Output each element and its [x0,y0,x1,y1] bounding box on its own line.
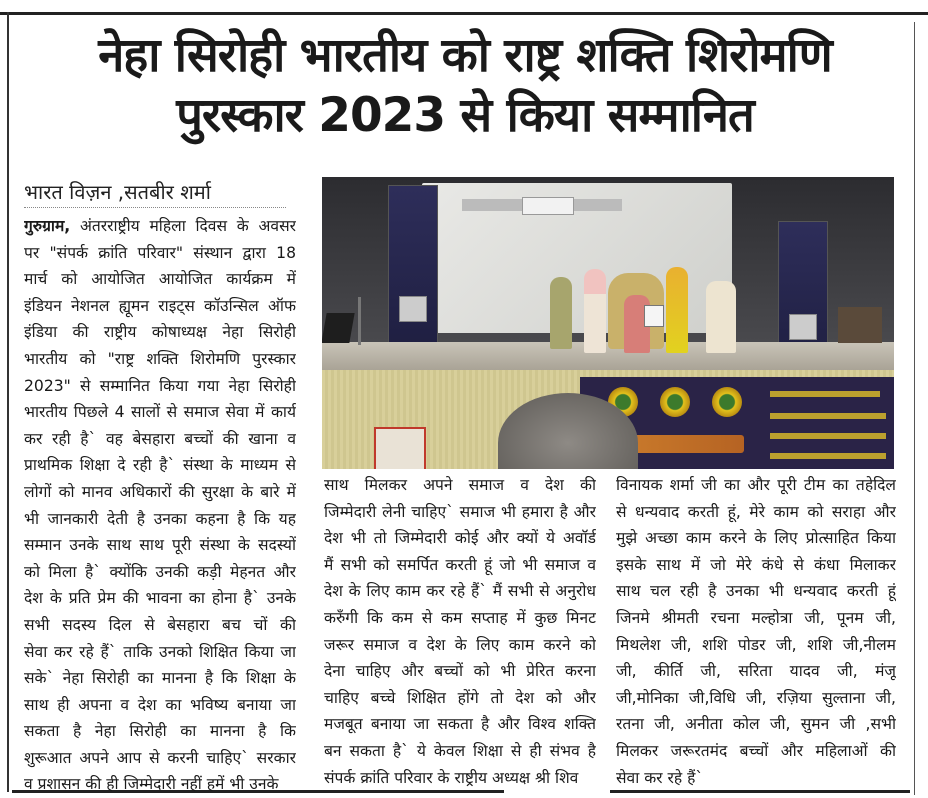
article-line: मिथलेश जी, शशि पोडर जी, शशि जी,नीलम [616,635,896,654]
article-line: देना चाहिए और बच्चों को भी प्रेरित करना [324,662,596,681]
article-line: 2023" से सम्मानित किया गया नेहा सिरोही [24,376,296,395]
banner-text-line [770,433,886,439]
speaker [322,313,355,343]
mic-stand [358,297,361,345]
headline-line-1: नेहा सिरोही भारतीय को राष्ट्र शक्ति शिरोमणि [98,28,832,83]
article-line: भी जानकारी देती है उनका कहना है कि यह [24,509,296,528]
article-line: सेवा कर रहे हैं` ताकि उनको शिक्षित किया जा [24,642,296,661]
person-saree-cream [706,281,736,353]
banner-text-line [770,391,880,397]
event-photo [322,177,894,469]
article-line: साथ मिलकर अपने समाज व देश की [324,476,596,494]
trophy-table [838,307,882,343]
article-line: संपर्क क्रांति परिवार के राष्ट्रीय अध्यक्ष श्री शिव [324,768,579,787]
article-line: कर रही है` वह बेसहारा बच्चों की खाना व [24,429,296,448]
article-line: देश के प्रति प्रेम की भावना का होना है` उनके [24,589,296,608]
article-line: देश के लिए काम कर रहे हैं` मैं सभी से अनुरोध [324,582,596,601]
article-line: जी, कीर्ति जी, सरिता यादव जी, मंजू [616,662,896,681]
person-uniform [550,277,572,349]
banner-text-line [770,453,886,459]
article-line: शुरूआत अपने आप से करनी चाहिए` सरकार [24,748,296,767]
dateline: गुरुग्राम, [24,217,71,235]
article-line: साथ ही अपना व देश का भविष्य बनाया जा [24,695,296,714]
article-column-3 [616,472,896,791]
headline-line-2: पुरस्कार 2023 से किया सम्मानित [176,88,754,143]
top-rule [0,12,928,15]
article-line [24,213,296,240]
article-line: देश भी तो जिम्मेदारी कोई और क्यों ये अवॉर्ड [324,529,596,548]
person-saree-white [584,269,606,353]
right-column-rule [914,22,915,795]
article-line: इंडिया की राष्ट्रीय कोषाध्यक्ष नेहा सिरोही [24,323,296,342]
article-line: को मिला है` क्योंकि उनकी कड़ी मेहनत और [24,562,296,581]
article-line: जिम्मेदारी लेनी चाहिए` समाज भी हमारा है और [324,502,596,521]
left-column-rule [7,12,9,792]
banner-text-line [770,413,886,419]
article-line: विनायक शर्मा जी का और पूरी टीम का तहेदिल [616,476,896,494]
article-line: सेवा कर रहे हैं` [616,768,704,787]
article-line: मैं सभी को समर्पित करती हूं जो भी समाज व [324,555,596,574]
article-line: सभी सदस्य दिल से बेसहारा बच चों की [24,615,296,634]
article-line: सके` नेहा सिरोही का मानना है कि शिक्षा के [24,669,296,688]
article-line-text: अंतरराष्ट्रीय महिला दिवस के अवसर [70,217,296,235]
standee-left [388,185,438,357]
article-line: रतना जी, अनीता कोल जी, सुमन जी ,सभी [616,715,896,734]
banner-medal-2 [660,387,690,417]
article-line: भारतीय को "राष्ट्र शक्ति शिरोमणि पुरस्कार [24,349,296,368]
article-line: मिलकर जरूरतमंद बच्चों और महिलाओं की [616,741,896,760]
article-line: बन सकता है` ये केवल शिक्षा से ही संभव है [324,741,596,760]
article-line: भारतीय पिछले 4 सालों से समाज सेवा में कार्य [24,403,296,422]
article-line: सम्मान उनके साथ साथ पूरी संस्था के सदस्यों [24,536,296,555]
article-line: इसके साथ में जो मेरे कंधे से कंधा मिलाकर [616,555,896,574]
article-line: व प्रशासन की ही जिम्मेदारी नहीं हमें भी उनके [24,775,279,794]
screen-sponsor-logo [522,197,574,215]
article-line: जिनमे श्रीमती रचना मल्होत्रा जी, पूनम जी, [616,608,896,627]
article-line: प्राथमिक शिक्षा दे रही है` संस्था के माध्यम से [24,456,296,475]
article-column-2 [324,472,596,791]
article-column-1 [24,213,296,798]
article-line: लोगों को मानव अधिकारों की सुरक्षा के बारे में [24,482,296,501]
article-headline [20,26,910,146]
article-line: करुँगी कि कम से कम सप्ताह में कुछ मिनट [324,608,596,627]
article-line: मार्च को आयोजित आयोजित कार्यक्रम में [24,270,296,289]
article-line: से धन्यवाद करती हूं, मेरे काम को सराहा और [616,502,896,521]
award-certificate [644,305,664,327]
person-saree-yellow [666,267,688,353]
article-line: सकता है नेहा सिरोही का मानना है कि [24,722,296,741]
article-line: मजबूत बनाया जा सकता है और विश्व शक्ति [324,715,596,734]
article-line: चाहिए बच्चे शिक्षित होंगे तो देश को और [324,688,596,707]
byline: भारत विज़न ,सतबीर शर्मा [24,177,286,208]
article-line: मुझे अच्छा काम करने के लिए प्रोत्साहित किया [616,529,896,548]
article-line: इंडियन नेशनल ह्यूमन राइट्स कॉउन्सिल ऑफ [24,296,296,315]
banner-medal-3 [712,387,742,417]
article-line: पर "संपर्क क्रांति परिवार" संस्थान द्वारा 18 [24,243,296,262]
gift-bag [374,427,426,469]
article-line: जी,मोनिका जी,विधि जी, रज़िया सुल्ताना जी, [616,688,896,707]
article-line: साथ चल रही है उनका भी धन्यवाद करती हूं [616,582,896,601]
article-line: जरूर समाज व देश के लिए काम करने को [324,635,596,654]
